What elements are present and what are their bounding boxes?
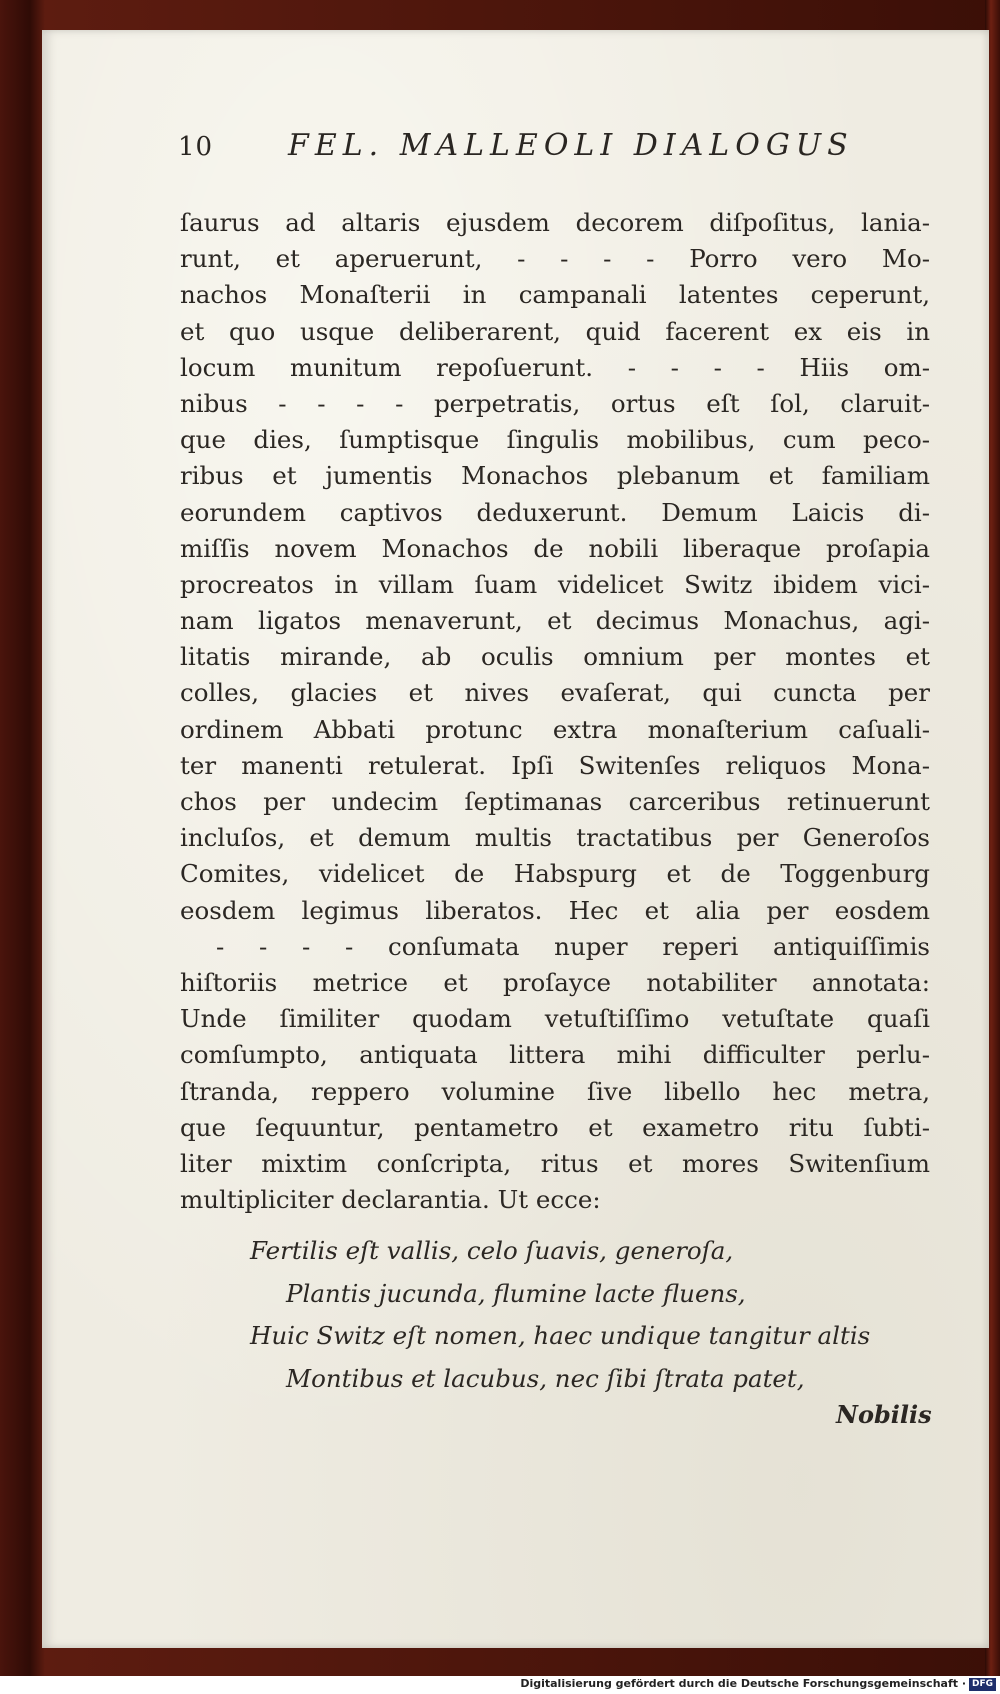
text-line: que ſequuntur, pentametro et exametro ritu ſubti-: [180, 1112, 930, 1142]
verse-line: Montibus et lacubus, nec ſibi ſtrata patet,: [286, 1363, 805, 1393]
text-line: ter manenti retulerat. Ipſi Switenſes reliquos Mona-: [180, 750, 930, 780]
text-line: Comites, videlicet de Habspurg et de Toggenburg: [180, 859, 930, 889]
text-line: et quo usque deliberarent, quid facerent ex eis in: [180, 316, 930, 346]
dfg-logo: DFG: [969, 1678, 996, 1691]
digitization-credit: Digitalisierung gefördert durch die Deutsche Forschungsgemeinschaft ·: [520, 1677, 966, 1690]
verse-line: Plantis jucunda, flumine lacte fluens,: [286, 1278, 746, 1308]
text-line: eorundem captivos deduxerunt. Demum Laicis di-: [180, 497, 930, 527]
text-line: liter mixtim conſcripta, ritus et mores Switenſium: [180, 1148, 930, 1178]
text-line: que dies, ſumptisque ſingulis mobilibus, cum peco-: [180, 425, 930, 455]
text-line: litatis mirande, ab oculis omnium per montes et: [180, 642, 930, 672]
text-line: ordinem Abbati protunc extra monaſterium caſuali-: [180, 714, 930, 744]
catchword: Nobilis: [836, 1400, 932, 1429]
verse-line: Fertilis eſt vallis, celo ſuavis, generoſa,: [250, 1236, 734, 1265]
text-line: runt, et aperuerunt, - - - - Porro vero Mo-: [180, 244, 930, 274]
text-line: - - - - conſumata nuper reperi antiquiſſimis: [216, 931, 930, 961]
text-line: comſumpto, antiquata littera mihi difficulter perlu-: [180, 1040, 930, 1070]
text-line: nam ligatos menaverunt, et decimus Monachus, agi-: [180, 606, 930, 636]
body-text: [180, 205, 930, 1218]
verse-line: Huic Switz eſt nomen, haec undique tangitur altis: [250, 1321, 871, 1350]
text-line: nachos Monaſterii in campanali latentes ceperunt,: [180, 280, 930, 310]
verse-block: [250, 1230, 930, 1400]
page-number: 10: [178, 132, 214, 162]
text-line: hiſtoriis metrice et proſayce notabiliter annotata:: [180, 967, 930, 997]
text-line: chos per undecim ſeptimanas carceribus retinuerunt: [180, 787, 930, 816]
text-line: ſtranda, reppero volumine ſive libello hec metra,: [180, 1076, 930, 1106]
text-line: ribus et jumentis Monachos plebanum et familiam: [180, 461, 930, 491]
text-line: miſſis novem Monachos de nobili liberaque proſapia: [180, 533, 930, 563]
text-line: eosdem legimus liberatos. Hec et alia per eosdem: [180, 895, 930, 925]
text-line: ſaurus ad altaris ejusdem decorem diſpoſitus, lania-: [180, 208, 930, 237]
text-line: multipliciter declarantia. Ut ecce:: [180, 1185, 601, 1215]
text-line: procreatos in villam ſuam videlicet Switz ibidem vici-: [180, 569, 930, 599]
text-line: colles, glacies et nives evaſerat, qui cuncta per: [180, 678, 930, 708]
text-line: locum munitum repoſuerunt. - - - - Hiis om-: [180, 352, 930, 382]
text-line: incluſos, et demum multis tractatibus per Generoſos: [180, 823, 930, 853]
footer-bar: [0, 1676, 1000, 1694]
running-title: FEL. MALLEOLI DIALOGUS: [288, 128, 854, 163]
running-head: [178, 128, 938, 168]
text-line: nibus - - - - perpetratis, ortus eſt ſol, claruit-: [180, 388, 930, 418]
text-line: Unde ſimiliter quodam vetuſtiſſimo vetuſtate quaſi: [180, 1004, 930, 1034]
